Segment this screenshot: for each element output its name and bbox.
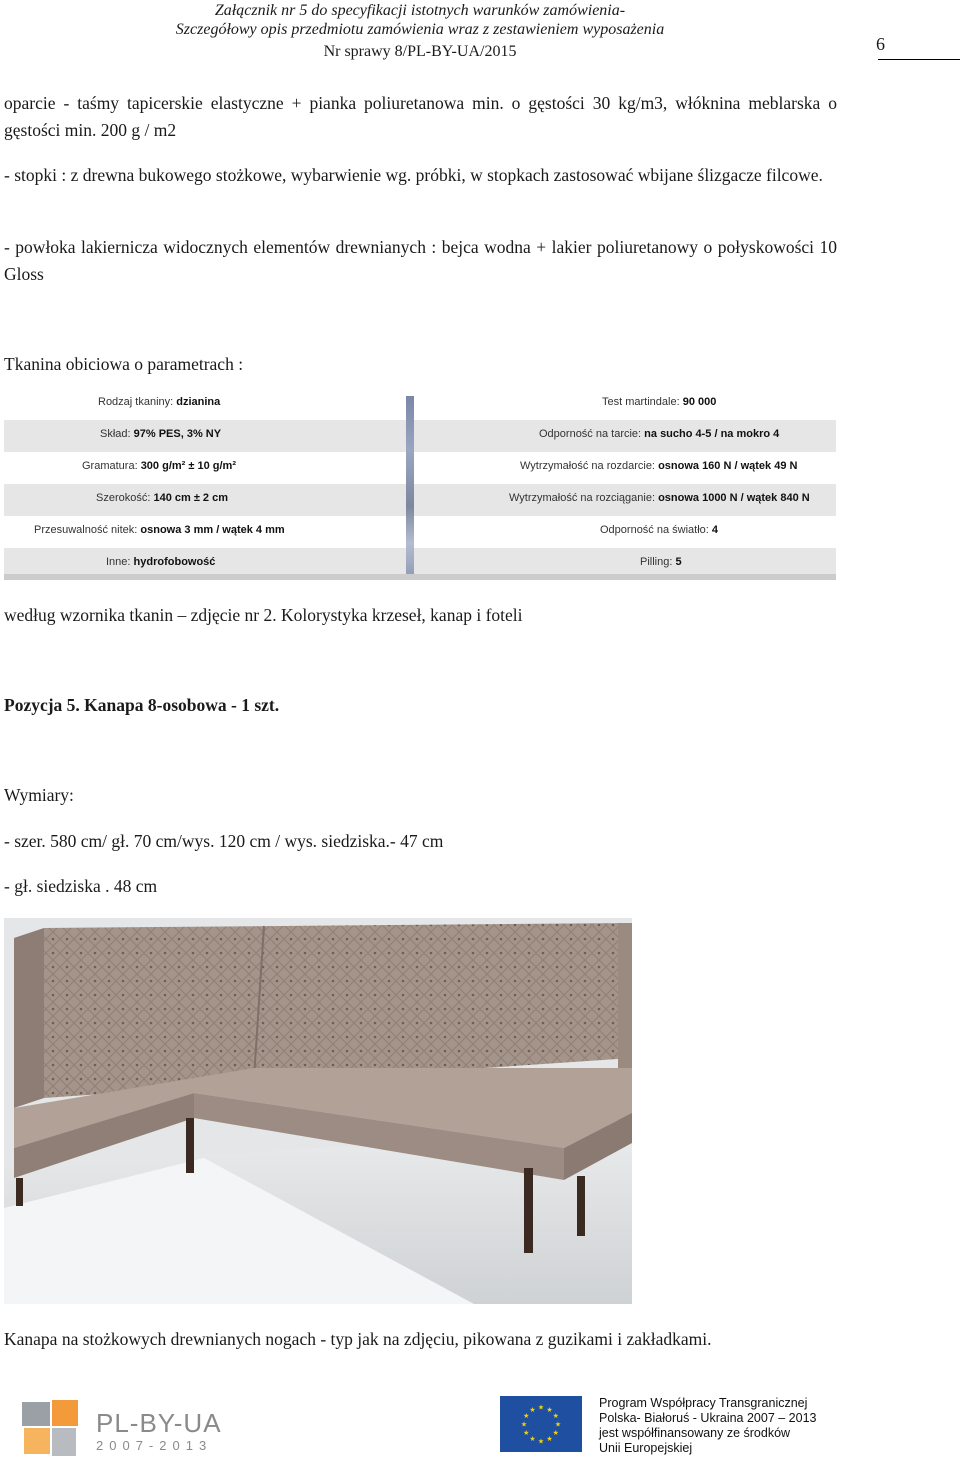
fabric-param-value: osnowa 1000 N / wątek 840 N [658,492,810,504]
fabric-param-label: Skład: [100,428,134,440]
fabric-param-value: osnowa 3 mm / wątek 4 mm [140,524,285,536]
fabric-param-right [600,524,718,536]
program-info [599,1396,816,1456]
fabric-param-label: Inne: [106,556,134,568]
fabric-param-value: 140 cm ± 2 cm [153,492,228,504]
sample-note: według wzornika tkanin – zdjęcie nr 2. Kolorystyka krzeseł, kanap i foteli [4,605,523,625]
pl-by-ua-logo-mark [20,1398,82,1458]
fabric-sample-strip [406,396,414,580]
paragraph-coating: - powłoka lakiernicza widocznych elementów drewnianych : bejca wodna + lakier poliuretanowy o połyskowości 10 Gloss [4,237,837,284]
fabric-param-label: Test martindale: [602,396,683,408]
eu-star-icon: ★ [554,1420,562,1429]
fabric-param-left [106,556,215,568]
fabric-param-right [520,460,797,472]
fabric-table-row [4,452,836,484]
program-line-4: Unii Europejskiej [599,1441,693,1455]
eu-star-icon: ★ [523,1412,530,1420]
fabric-param-left [96,492,228,504]
sofa-photo [4,918,632,1304]
fabric-param-label: Wytrzymałość na rozdarcie: [520,460,659,472]
eu-star-icon: ★ [552,1412,559,1420]
fabric-param-label: Rodzaj tkaniny: [98,396,177,408]
sofa-caption: Kanapa na stożkowych drewnianych nogach - typ jak na zdjęciu, pikowana z guzikami i zakładkami. [4,1329,712,1349]
header-line-1: Załącznik nr 5 do specyfikacji istotnych warunków zamówienia- [214,2,626,19]
dimensions-line-2: - gł. siedziska . 48 cm [4,876,158,896]
eu-star-icon: ★ [523,1429,530,1437]
position-title: Pozycja 5. Kanapa 8-osobowa - 1 szt. [4,695,280,715]
eu-star-icon: ★ [546,1435,553,1444]
fabric-param-value: 4 [711,524,719,536]
eu-star-icon: ★ [537,1403,545,1412]
program-line-3: jest współfinansowany ze środków [599,1426,791,1440]
program-line-2: Polska- Białoruś - Ukraina 2007 – 2013 [599,1411,817,1425]
fabric-intro: Tkanina obiciowa o parametrach : [4,354,244,374]
fabric-param-left [98,396,220,408]
program-line-1: Program Współpracy Transgranicznej [599,1396,808,1410]
fabric-parameters-table [4,388,836,580]
fabric-param-value: osnowa 160 N / wątek 49 N [658,460,798,472]
dimensions-line-1: - szer. 580 cm/ gł. 70 cm/wys. 120 cm / wys. siedziska.- 47 cm [4,831,444,851]
fabric-param-value: 90 000 [682,396,717,408]
fabric-param-label: Przesuwalność nitek: [34,524,141,536]
fabric-param-right [640,556,682,568]
logo-text: PL-BY-UA [96,1408,222,1438]
fabric-param-right [602,396,716,408]
fabric-param-label: Odporność na tarcie: [539,428,645,440]
eu-star-icon: ★ [537,1437,545,1446]
fabric-param-left [82,460,236,472]
fabric-param-value: 5 [675,556,682,568]
fabric-param-label: Wytrzymałość na rozciąganie: [509,492,659,504]
fabric-table-bottom-edge [4,574,836,580]
page-number: 6 [876,34,885,54]
fabric-param-label: Odporność na światło: [600,524,712,536]
fabric-param-left [34,524,285,536]
fabric-param-label: Gramatura: [82,460,141,472]
header-line-3: Nr sprawy 8/PL-BY-UA/2015 [323,43,517,60]
fabric-param-right [509,492,810,504]
fabric-param-label: Szerokość: [96,492,154,504]
fabric-param-label: Pilling: [640,556,676,568]
fabric-table-row [4,420,836,452]
paragraph-feet: - stopki : z drewna bukowego stożkowe, wybarwienie wg. próbki, w stopkach zastosować wbijane ślizgacze filcowe. [4,165,823,185]
fabric-param-right [539,428,779,440]
eu-star-icon: ★ [529,1435,536,1444]
fabric-table-row [4,484,836,516]
page-number-underline [878,59,960,60]
eu-star-icon: ★ [520,1420,528,1429]
eu-flag-icon [500,1396,582,1452]
fabric-param-value: hydrofobowość [133,556,216,568]
fabric-param-value: 97% PES, 3% NY [133,428,222,440]
fabric-table-row [4,516,836,548]
fabric-param-left [100,428,221,440]
dimensions-label: Wymiary: [4,785,74,805]
eu-star-icon: ★ [546,1405,553,1414]
fabric-param-value: dzianina [176,396,221,408]
header-line-2: Szczegółowy opis przedmiotu zamówienia wraz z zestawieniem wyposażenia [175,21,665,38]
eu-star-icon: ★ [529,1405,536,1414]
logo-years: 2007-2013 [96,1438,213,1453]
eu-star-icon: ★ [552,1429,559,1437]
fabric-param-value: na sucho 4-5 / na mokro 4 [644,428,780,440]
fabric-param-value: 300 g/m² ± 10 g/m² [140,460,236,472]
paragraph-backrest: oparcie - taśmy tapicerskie elastyczne + pianka poliuretanowa min. o gęstości 30 kg/m3, włóknina meblarska o gęstości min. 200 g / m2 [4,93,837,140]
fabric-table-row [4,388,836,420]
